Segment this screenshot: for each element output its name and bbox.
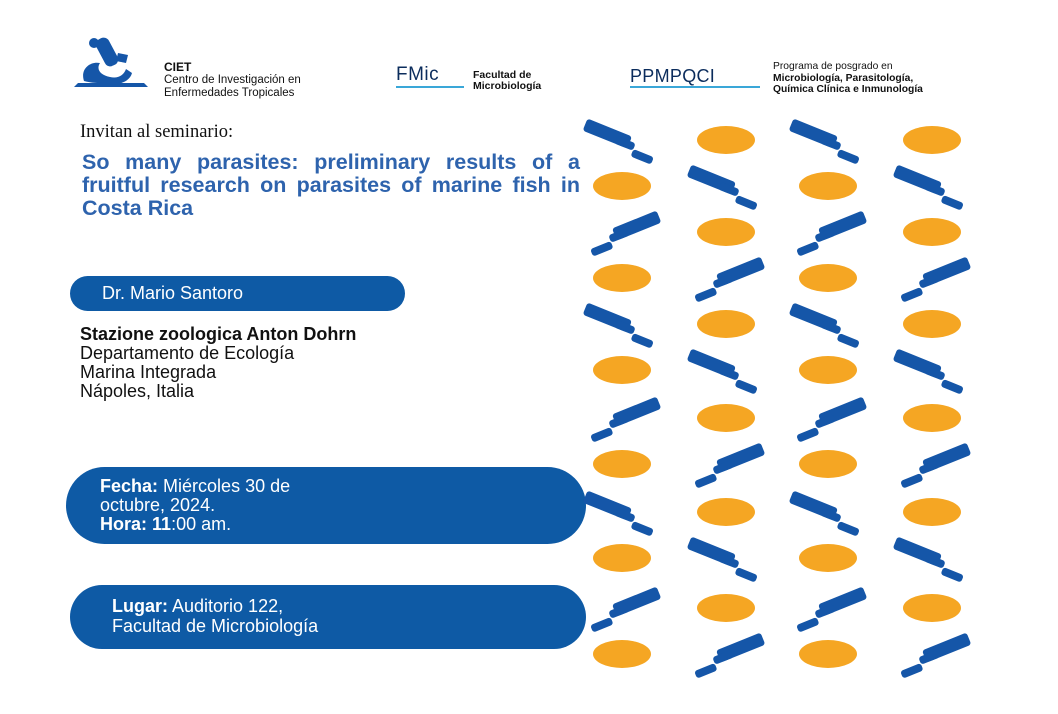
ppmpqci-line1: Programa de posgrado en — [773, 61, 893, 72]
location-value-1: Auditorio 122, — [172, 596, 284, 616]
bars-mark-icon — [890, 349, 968, 395]
date-value-1: Miércoles 30 de — [163, 476, 291, 496]
bars-mark-icon — [896, 257, 974, 303]
orange-dot-icon — [593, 544, 651, 572]
department-line2: Marina Integrada — [80, 362, 217, 382]
fmic-logo-text — [473, 70, 541, 92]
orange-dot-icon — [593, 172, 651, 200]
date-value-2: octubre, 2024. — [100, 495, 216, 515]
bars-mark-icon — [890, 165, 968, 211]
bars-mark-icon — [786, 491, 864, 537]
orange-dot-icon — [903, 310, 961, 338]
orange-dot-icon — [697, 218, 755, 246]
orange-dot-icon — [697, 498, 755, 526]
ppmpqci-underline — [630, 86, 760, 88]
ciet-name-line2: Enfermedades Tropicales — [164, 87, 295, 99]
date-label: Fecha: — [100, 476, 159, 496]
ciet-acronym: CIET — [164, 60, 192, 74]
orange-dot-icon — [799, 640, 857, 668]
ppmpqci-line2: Microbiología, Parasitología, — [773, 72, 914, 84]
orange-dot-icon — [593, 640, 651, 668]
bars-mark-icon — [684, 165, 762, 211]
bars-mark-icon — [690, 443, 768, 489]
bars-mark-icon — [786, 303, 864, 349]
bars-mark-icon — [786, 119, 864, 165]
time-label: Hora: — [100, 514, 148, 534]
bars-mark-icon — [792, 587, 870, 633]
ppmpqci-line3: Química Clínica e Inmunología — [773, 84, 923, 95]
ciet-logo-icon — [70, 33, 152, 91]
bars-mark-icon — [586, 587, 664, 633]
location-value-2: Facultad de Microbiología — [112, 616, 319, 636]
orange-dot-icon — [799, 450, 857, 478]
orange-dot-icon — [903, 594, 961, 622]
location-box — [70, 585, 586, 649]
orange-dot-icon — [903, 498, 961, 526]
ciet-logo-text — [164, 61, 301, 100]
decorative-pattern — [582, 115, 1002, 685]
speaker-affiliation — [80, 325, 490, 401]
bars-mark-icon — [690, 257, 768, 303]
bars-mark-icon — [684, 349, 762, 395]
orange-dot-icon — [697, 594, 755, 622]
orange-dot-icon — [593, 450, 651, 478]
orange-dot-icon — [903, 404, 961, 432]
bars-mark-icon — [586, 397, 664, 443]
fmic-underline — [396, 86, 464, 88]
bars-mark-icon — [890, 537, 968, 583]
bars-mark-icon — [690, 633, 768, 679]
orange-dot-icon — [593, 356, 651, 384]
fmic-line1: Facultad de — [473, 69, 532, 81]
bars-mark-icon — [582, 119, 658, 165]
time-rest: :00 am. — [171, 514, 232, 534]
ciet-name-line1: Centro de Investigación en — [164, 74, 301, 86]
bars-mark-icon — [792, 397, 870, 443]
orange-dot-icon — [697, 310, 755, 338]
bars-mark-icon — [582, 491, 658, 537]
department-line1: Departamento de Ecología — [80, 343, 295, 363]
speaker-badge: Dr. Mario Santoro — [70, 276, 405, 311]
location-label: Lugar: — [112, 596, 168, 616]
orange-dot-icon — [903, 218, 961, 246]
bars-mark-icon — [684, 537, 762, 583]
bars-mark-icon — [792, 211, 870, 257]
orange-dot-icon — [593, 264, 651, 292]
ppmpqci-logo-mark: PPMPQCI — [630, 66, 716, 86]
ppmpqci-logo-text — [773, 61, 923, 96]
bars-mark-icon — [582, 303, 658, 349]
bars-mark-icon — [586, 211, 664, 257]
date-time-box — [66, 467, 586, 544]
time-hour: 11 — [152, 514, 172, 534]
fmic-logo-mark: FMic — [396, 64, 440, 85]
orange-dot-icon — [799, 356, 857, 384]
seminar-title: So many parasites: preliminary results of a fruitful research on parasites of marine fish in Costa Rica — [82, 150, 580, 220]
fmic-line2: Microbiología — [473, 80, 542, 92]
orange-dot-icon — [697, 126, 755, 154]
bars-mark-icon — [896, 443, 974, 489]
orange-dot-icon — [903, 126, 961, 154]
orange-dot-icon — [799, 172, 857, 200]
orange-dot-icon — [799, 264, 857, 292]
orange-dot-icon — [697, 404, 755, 432]
orange-dot-icon — [799, 544, 857, 572]
city: Nápoles, Italia — [80, 381, 195, 401]
invite-text: Invitan al seminario: — [80, 122, 234, 142]
institution-name: Stazione zoologica Anton Dohrn — [80, 324, 357, 344]
bars-mark-icon — [896, 633, 974, 679]
